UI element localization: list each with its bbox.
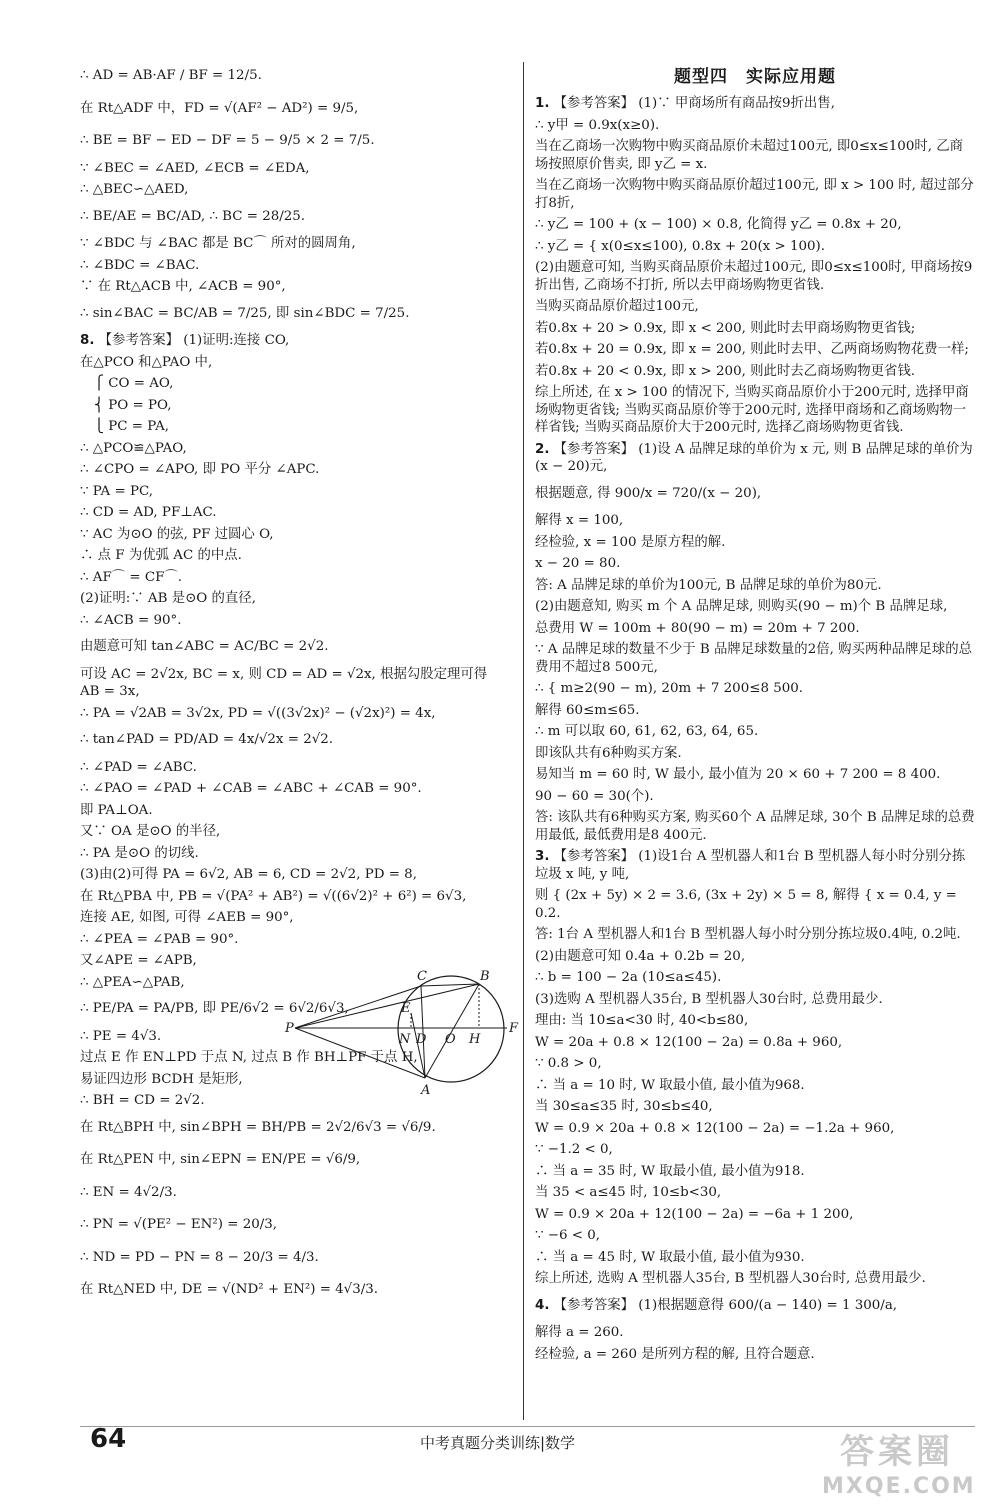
line-text: ∵ AC 为⊙O 的弦, PF 过圆心 O, (80, 526, 274, 542)
answer-line (535, 553, 975, 575)
line-text: ⎨ PO = PO, (94, 397, 172, 413)
solution-line (80, 255, 505, 277)
answer-line (535, 1139, 975, 1161)
line-text: ∴ EN = 4√2/3. (80, 1184, 177, 1200)
line-text: 在△PCO 和△PAO 中, (80, 354, 213, 370)
line-text: 易证四边形 BCDH 是矩形, (80, 1071, 243, 1087)
watermark-logo (822, 1430, 976, 1504)
line-text: 解得 60≤m≤65. (535, 702, 640, 718)
section-title: 题型四 实际应用题 (674, 67, 836, 87)
solution-line (80, 724, 505, 757)
answer-line (535, 989, 975, 1011)
line-text: ∴ 当 a = 10 时, W 取最小值, 最小值为968. (535, 1077, 805, 1093)
line-text: 经检验, a = 260 是所列方程的解, 且符合题意. (535, 1346, 815, 1362)
answer-line (535, 1161, 975, 1183)
answer-line (535, 1225, 975, 1247)
line-text: ∴ △BEC∽△AED, (80, 182, 189, 197)
line-text: 在 Rt△PBA 中, PB = √(PA² + AB²) = √((6√2)² + 6²) = 6√3, (80, 888, 467, 904)
line-text: (2)由题意可知 0.4a + 0.2b = 20, (535, 948, 746, 964)
answer-line (535, 1053, 975, 1075)
line-text: 总费用 W = 100m + 80(90 − m) = 20m + 7 200. (535, 620, 860, 636)
line-text: 【参考答案】 (1)设 A 品牌足球的单价为 x 元, 则 B 品牌足球的单价为(x − 20)元, (535, 441, 973, 474)
answer-line (535, 721, 975, 743)
answer-line (535, 1204, 975, 1226)
answer-line (535, 1344, 975, 1366)
line-text: ∴ b = 100 − 2a (10≤a≤45). (535, 970, 722, 985)
line-text: 过点 E 作 EN⊥PD 于点 N, 过点 B 作 BH⊥PF 于点 H, (80, 1050, 418, 1065)
solution-line (80, 416, 505, 438)
solution-line (80, 864, 505, 886)
line-text: ∴ 当 a = 45 时, W 取最小值, 最小值为930. (535, 1249, 805, 1265)
geometry-figure (283, 968, 523, 1098)
line-text: ∴ BE/AE = BC/AD, ∴ BC = 28/25. (80, 208, 306, 224)
answer-line (535, 678, 975, 700)
answer-line (535, 946, 975, 968)
line-text: ∵ −1.2 < 0, (535, 1142, 613, 1157)
line-text: 经检验, x = 100 是原方程的解. (535, 534, 726, 550)
question-number: 8. (80, 333, 95, 348)
solution-line (80, 233, 505, 255)
answer-line (535, 743, 975, 765)
line-text: ∴ △PCO≌△PAO, (80, 440, 187, 456)
line-text: (3)选购 A 型机器人35台, B 型机器人30台时, 总费用最少. (535, 991, 883, 1007)
answer-line (535, 136, 975, 175)
solution-line (80, 631, 505, 664)
line-text: ∴ △PEA∽△PAB, (80, 974, 185, 990)
solution-line (80, 778, 505, 800)
line-text: (2)证明:∵ AB 是⊙O 的直径, (80, 591, 256, 606)
line-text: ∵ PA = PC, (80, 483, 153, 499)
line-text: W = 0.9 × 20a + 12(100 − 2a) = −6a + 1 200, (535, 1206, 854, 1222)
line-text: ∴ PN = √(PE² − EN²) = 20/3, (80, 1217, 278, 1232)
watermark-text-top: 答案圈 (840, 1432, 954, 1472)
line-text: 又∠APE = ∠APB, (80, 953, 197, 968)
answer-line (535, 786, 975, 808)
line-text: ∵ −6 < 0, (535, 1228, 601, 1243)
line-text: ∴ sin∠BAC = BC/AB = 7/25, 即 sin∠BDC = 7/25. (80, 305, 410, 321)
question-number: 1. (535, 96, 550, 111)
solution-line (80, 1177, 505, 1210)
line-text: 即 PA⊥OA. (80, 802, 153, 818)
line-text: ∴ ∠ACB = 90°. (80, 612, 182, 628)
line-text: 当 35 < a≤45 时, 10≤b<30, (535, 1185, 722, 1200)
solution-line (80, 757, 505, 779)
answer-line (535, 924, 975, 946)
solution-line (80, 821, 505, 843)
answer-line (535, 361, 975, 383)
answer-line (535, 1322, 975, 1344)
line-text: x − 20 = 80. (535, 556, 621, 571)
solution-line (80, 588, 505, 610)
line-text: 综上所述, 在 x > 100 的情况下, 当购买商品原价小于200元时, 选择甲商场购物更省钱; 当购买商品原价等于200元时, 选择甲商场和乙商场购物一样省钱; 当购买商品原价大于200元时, 选择乙商场购物更省钱. (535, 385, 969, 435)
solution-line (80, 703, 505, 725)
answer-line (535, 236, 975, 258)
line-text: 由题意可知 tan∠ABC = AC/BC = 2√2. (80, 639, 329, 654)
line-text: ∴ PE = 4√3. (80, 1028, 162, 1044)
answer-line (535, 700, 975, 722)
right-column (535, 60, 975, 1365)
line-text: 答: 该队共有6种购买方案, 购买60个 A 品牌足球, 30个 B 品牌足球的总费用最低, 最低费用是8 400元. (535, 810, 975, 843)
answer-line (535, 1247, 975, 1269)
solution-line (80, 1112, 505, 1145)
column-divider (523, 62, 524, 1420)
book-title: 中考真题分类训练|数学 (420, 1434, 576, 1452)
solution-line (80, 93, 505, 126)
line-text: 【参考答案】 (1)设1台 A 型机器人和1台 B 型机器人每小时分别分拣垃圾 x 吨, y 吨, (535, 849, 966, 882)
label-e: E (401, 1001, 411, 1016)
solution-line (80, 438, 505, 460)
solution-line (80, 179, 505, 201)
line-text: 解得 x = 100, (535, 513, 624, 528)
answer-line (535, 296, 975, 318)
line-text: ∴ ∠PAO = ∠PAD + ∠CAB = ∠ABC + ∠CAB = 90°. (80, 781, 422, 796)
solution-line (80, 929, 505, 951)
answer-line (535, 339, 975, 361)
page-number: 64 (90, 1424, 127, 1454)
line-text: ∴ CD = AD, PF⊥AC. (80, 505, 217, 520)
line-text: 在 Rt△ADF 中，FD = √(AF² − AD²) = 9/5, (80, 100, 359, 116)
answer-line (535, 1182, 975, 1204)
circle-o (398, 976, 504, 1082)
solution-line (80, 664, 505, 703)
line-text: 当购买商品原价超过100元, (535, 299, 699, 314)
left-column (80, 60, 505, 1307)
label-p: P (285, 1021, 294, 1036)
solution-line (80, 352, 505, 374)
line-text: ∴ ND = PD − PN = 8 − 20/3 = 4/3. (80, 1249, 319, 1265)
answer-line (535, 532, 975, 554)
line-text: (2)由题意知, 购买 m 个 A 品牌足球, 则购买(90 − m)个 B 品牌足球, (535, 599, 948, 614)
solution-line (80, 1274, 505, 1307)
label-a: A (421, 1083, 431, 1098)
solution-line (80, 201, 505, 234)
label-c: C (417, 969, 427, 984)
line-text: (3)由(2)可得 PA = 6√2, AB = 6, CD = 2√2, PD = 8, (80, 867, 417, 882)
solution-line (80, 502, 505, 524)
answer-line (535, 93, 975, 115)
line-text: ∴ BE = BF − ED − DF = 5 − 9/5 × 2 = 7/5. (80, 133, 375, 148)
solution-line (80, 459, 505, 481)
line-text: ∴ AF⌒ = CF⌒. (80, 569, 183, 585)
line-text: 连接 AE, 如图, 可得 ∠AEB = 90°, (80, 910, 294, 925)
line-text: 答: 1台 A 型机器人和1台 B 型机器人每小时分别分拣垃圾0.4吨, 0.2吨. (535, 927, 961, 942)
solution-line (80, 158, 505, 180)
solution-line (80, 481, 505, 503)
line-text: ∴ 当 a = 35 时, W 取最小值, 最小值为918. (535, 1163, 805, 1179)
line-text: ∴ y甲 = 0.9x(x≥0). (535, 117, 660, 133)
answer-line (535, 257, 975, 296)
solution-line (80, 60, 505, 93)
line-ab (425, 984, 479, 1078)
line-text: ⎩ PC = PA, (94, 419, 169, 434)
answer-line (535, 618, 975, 640)
answer-line (535, 967, 975, 989)
line-text: ∵ 在 Rt△ACB 中, ∠ACB = 90°, (80, 279, 286, 294)
line-text: ∴ BH = CD = 2√2. (80, 1093, 205, 1108)
solution-line (80, 1144, 505, 1177)
label-d: D (416, 1032, 427, 1047)
solution-line (80, 373, 505, 395)
answer-line (535, 575, 975, 597)
line-text: ∴ AD = AB·AF / BF = 12/5. (80, 68, 262, 83)
line-text: 易知当 m = 60 时, W 最小, 最小值为 20 × 60 + 7 200 = 8 400. (535, 767, 941, 782)
line-text: ∴ ∠BDC = ∠BAC. (80, 257, 200, 273)
line-text: 【参考答案】 (1)证明:连接 CO, (98, 333, 290, 348)
solution-line (80, 886, 505, 908)
solution-line (80, 907, 505, 929)
label-h: H (469, 1032, 481, 1047)
line-text: 答: A 品牌足球的单价为100元, B 品牌足球的单价为80元. (535, 577, 882, 593)
solution-line (80, 545, 505, 567)
watermark-text-bottom: MXQE.COM (822, 1474, 976, 1499)
line-text: ∵ ∠BEC = ∠AED, ∠ECB = ∠EDA, (80, 160, 310, 176)
answer-line (535, 1075, 975, 1097)
line-text: 理由: 当 10≤a<30 时, 40<b≤80, (535, 1013, 749, 1028)
label-f: F (509, 1021, 519, 1036)
line-text: ∴ PA 是⊙O 的切线. (80, 845, 199, 861)
answer-line (535, 1118, 975, 1140)
answer-line (535, 639, 975, 678)
answer-line (535, 1010, 975, 1032)
line-text: ∴ PE/PA = PA/PB, 即 PE/6√2 = 6√2/6√3, (80, 1001, 349, 1016)
line-pb (295, 984, 479, 1028)
line-text: (2)由题意可知, 当购买商品原价未超过100元, 即0≤x≤100时, 甲商场按9折出售, 乙商场不打折, 所以去甲商场购物更省钱. (535, 260, 973, 293)
answer-line (535, 807, 975, 846)
solution-line (80, 843, 505, 865)
line-text: 解得 a = 260. (535, 1325, 624, 1340)
line-text: 即该队共有6种购买方案. (535, 745, 682, 761)
line-text: 90 − 60 = 30(个). (535, 788, 654, 804)
answer-line (535, 214, 975, 236)
question-number: 3. (535, 849, 550, 864)
line-text: ∵ 0.8 > 0, (535, 1056, 602, 1071)
answer-line (535, 478, 975, 511)
answer-line (535, 596, 975, 618)
line-text: ⎧ CO = AO, (94, 376, 174, 391)
line-text: ∵ ∠BDC 与 ∠BAC 都是 BC⌒ 所对的圆周角, (80, 236, 356, 251)
solution-line (80, 395, 505, 417)
footer-rule (80, 1426, 975, 1427)
solution-line (80, 524, 505, 546)
line-text: ∴ 点 F 为优弧 AC 的中点. (80, 548, 242, 563)
line-text: ∴ { m≥2(90 − m), 20m + 7 200≤8 500. (535, 681, 804, 696)
line-text: 若0.8x + 20 < 0.9x, 即 x > 200, 则此时去乙商场购物更省钱. (535, 363, 916, 379)
line-text: ∴ y乙 = { x(0≤x≤100), 0.8x + 20(x > 100). (535, 238, 825, 254)
solution-line (80, 567, 505, 589)
answer-line (535, 846, 975, 885)
solution-line (80, 1209, 505, 1242)
answer-line (535, 1096, 975, 1118)
line-text: ∴ PA = √2AB = 3√2x, PD = √((3√2x)² − (√2x)²) = 4x, (80, 705, 436, 721)
line-text: 若0.8x + 20 > 0.9x, 即 x < 200, 则此时去甲商场购物更省钱; (535, 320, 916, 336)
line-text: ∴ tan∠PAD = PD/AD = 4x/√2x = 2√2. (80, 732, 334, 747)
answer-line (535, 382, 975, 439)
question-number: 4. (535, 1297, 550, 1313)
line-text: 可设 AC = 2√2x, BC = x, 则 CD = AD = √2x, 根据勾股定理可得 AB = 3x, (80, 666, 488, 699)
answer-line (535, 175, 975, 214)
line-text: 当在乙商场一次购物中购买商品原价超过100元, 即 x > 100 时, 超过部分打8折, (535, 178, 974, 211)
line-text: ∴ y乙 = 100 + (x − 100) × 0.8, 化简得 y乙 = 0.8x + 20, (535, 217, 902, 232)
answer-line (535, 1032, 975, 1054)
line-text: 根据题意, 得 900/x = 720/(x − 20), (535, 485, 762, 501)
answer-line (535, 1290, 975, 1323)
label-o: O (445, 1032, 456, 1047)
line-text: 若0.8x + 20 = 0.9x, 即 x = 200, 则此时去甲、乙两商场购物花费一样; (535, 342, 969, 357)
label-n: N (399, 1032, 411, 1047)
line-text: ∴ ∠CPO = ∠APO, 即 PO 平分 ∠APC. (80, 462, 320, 477)
answer-line (535, 318, 975, 340)
solution-line (80, 125, 505, 158)
answer-line (535, 1268, 975, 1290)
solution-line (80, 298, 505, 331)
answer-line (535, 764, 975, 786)
line-text: ∴ ∠PAD = ∠ABC. (80, 759, 197, 775)
line-text: 当在乙商场一次购物中购买商品原价未超过100元, 即0≤x≤100时, 乙商场按照原价售卖, 即 y乙 = x. (535, 139, 964, 172)
line-text: ∴ m 可以取 60, 61, 62, 63, 64, 65. (535, 724, 759, 739)
line-text: 在 Rt△BPH 中, sin∠BPH = BH/PB = 2√2/6√3 = √6/9. (80, 1119, 436, 1135)
solution-line (80, 276, 505, 298)
line-text: 在 Rt△NED 中, DE = √(ND² + EN²) = 4√3/3. (80, 1282, 379, 1297)
question-number: 2. (535, 441, 550, 457)
line-text: W = 20a + 0.8 × 12(100 − 2a) = 0.8a + 960, (535, 1034, 843, 1050)
answer-line (535, 885, 975, 924)
line-text: 【参考答案】 (1)∵ 甲商场所有商品按9折出售, (553, 96, 835, 111)
answer-line (535, 439, 975, 478)
solution-line (80, 610, 505, 632)
label-b: B (480, 969, 490, 984)
solution-line (80, 1242, 505, 1275)
answer-line (535, 115, 975, 137)
line-text: 在 Rt△PEN 中, sin∠EPN = EN/PE = √6/9, (80, 1152, 361, 1167)
line-text: W = 0.9 × 20a + 0.8 × 12(100 − 2a) = −1.2a + 960, (535, 1120, 895, 1136)
line-text: ∴ ∠PEA = ∠PAB = 90°. (80, 931, 239, 947)
answer-line (535, 510, 975, 532)
solution-line (80, 800, 505, 822)
solution-line (80, 330, 505, 352)
line-text: 又∵ OA 是⊙O 的半径, (80, 824, 221, 839)
line-text: ∵ A 品牌足球的数量不少于 B 品牌足球数量的2倍, 购买两种品牌足球的总费用不超过8 500元, (535, 642, 973, 675)
line-text: 则 { (2x + 5y) × 2 = 3.6, (3x + 2y) × 5 = 8, 解得 { x = 0.4, y = 0.2. (535, 888, 957, 921)
line-text: 综上所述, 选购 A 型机器人35台, B 型机器人30台时, 总费用最少. (535, 1271, 926, 1286)
line-text: 当 30≤a≤35 时, 30≤b≤40, (535, 1099, 713, 1114)
line-text: 【参考答案】 (1)根据题意得 600/(a − 140) = 1 300/a, (553, 1297, 898, 1313)
